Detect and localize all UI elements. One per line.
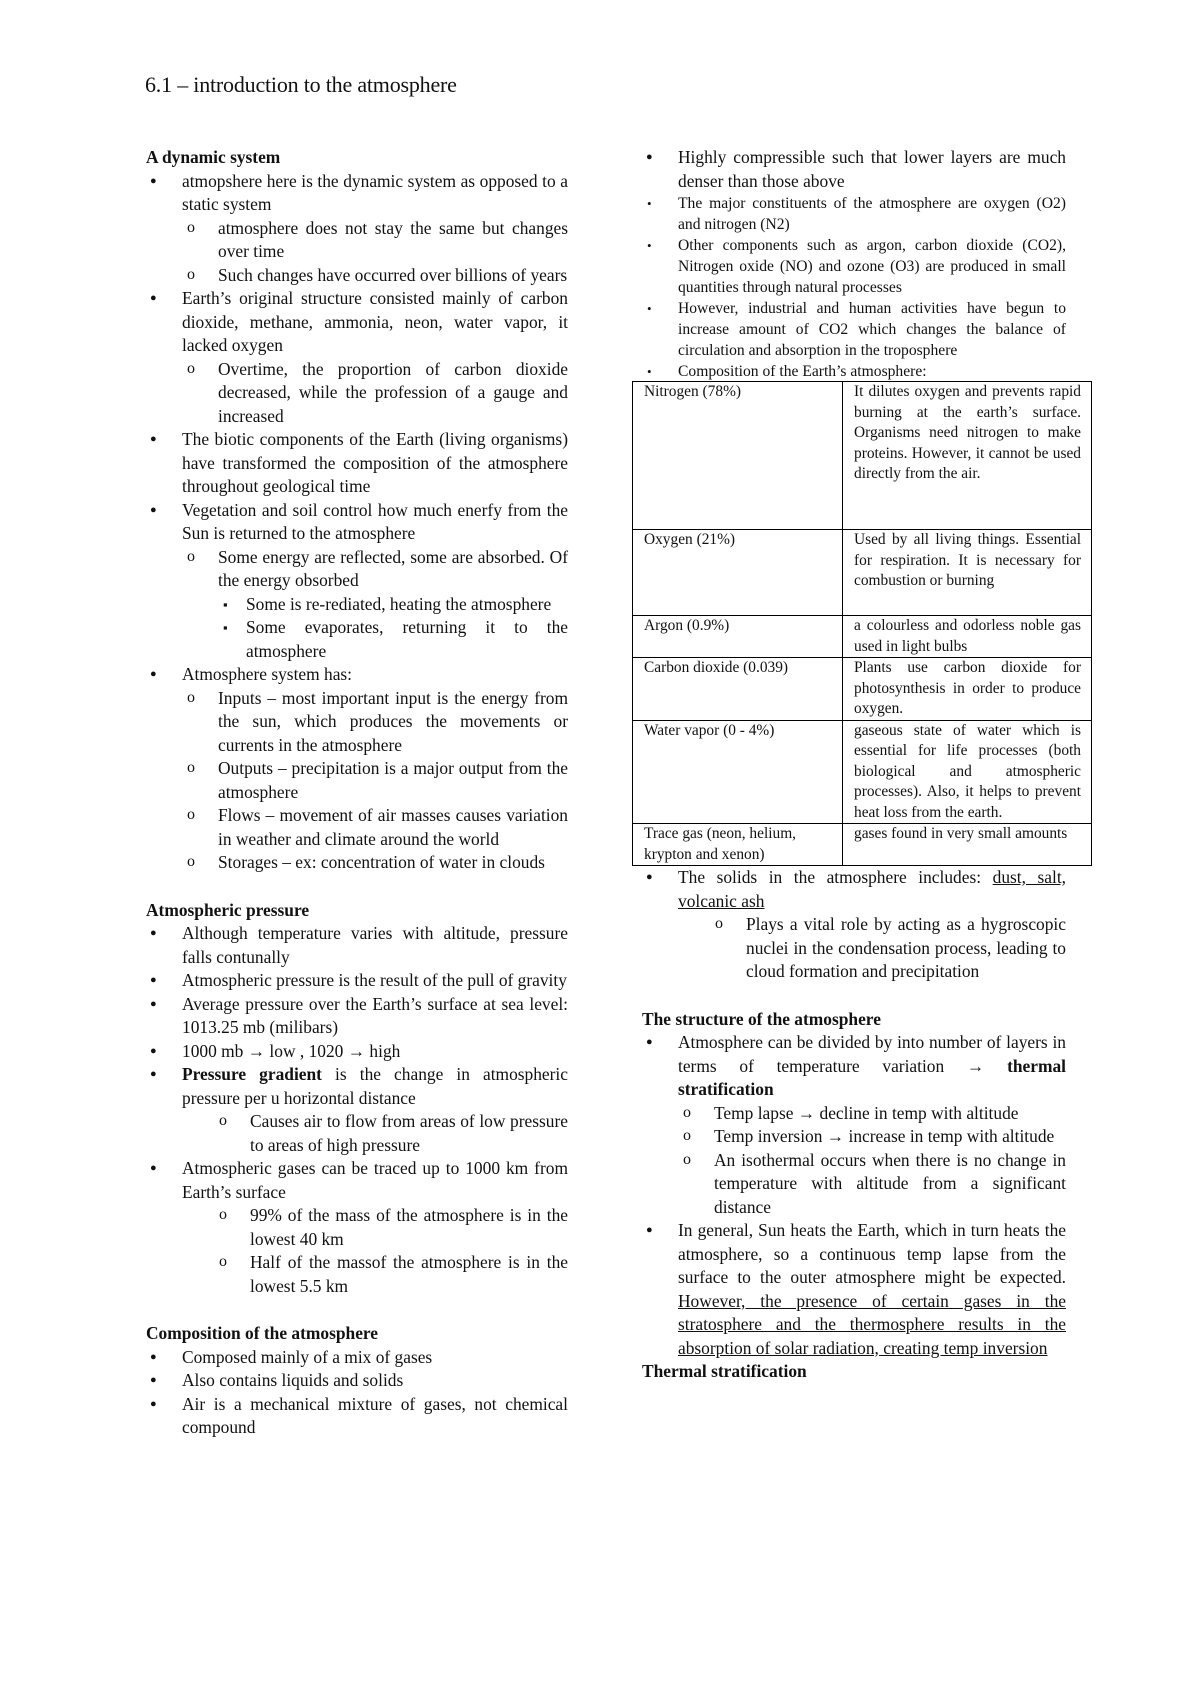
- list-item: • However, industrial and human activities have begun to increase amount of CO2 which changes the balance of circulation and absorption in the troposphere: [642, 298, 1066, 361]
- list-item: o atmosphere does not stay the same but changes over time: [146, 217, 568, 264]
- list-item: o Inputs – most important input is the energy from the sun, which produces the movements or currents in the atmosphere: [146, 687, 568, 758]
- section-heading-dynamic: A dynamic system: [146, 147, 281, 167]
- section-heading-pressure: Atmospheric pressure: [146, 899, 310, 920]
- table-cell-description: gases found in very small amounts: [843, 824, 1092, 866]
- list-item: ● 1000 mb → low , 1020 → high: [146, 1040, 568, 1064]
- table-cell-gas: Oxygen (21%): [633, 530, 843, 616]
- compressible-list: [642, 146, 1066, 193]
- list-item: o Plays a vital role by acting as a hygroscopic nuclei in the condensation process, leading to cloud formation and precipitation: [642, 913, 1066, 984]
- composition-table: [632, 381, 1092, 866]
- list-item: ● Composed mainly of a mix of gases: [146, 1346, 568, 1370]
- list-item: ● Atmospheric gases can be traced up to 1000 km from Earth’s surface o 99% of the mass of the atmosphere is in the lowest 40 km o Half of the massof the atmosphere is in the lowest 5.5 km: [146, 1157, 568, 1298]
- table-cell-description: a colourless and odorless noble gas used in light bulbs: [843, 616, 1092, 658]
- list-item: ▪ Some is re-rediated, heating the atmosphere: [146, 593, 568, 617]
- page-title: 6.1 – introduction to the atmosphere: [145, 72, 457, 97]
- list-item: o Temp inversion → increase in temp with altitude: [642, 1125, 1066, 1149]
- list-item: ● The biotic components of the Earth (living organisms) have transformed the composition of the atmosphere throughout geological time: [146, 428, 568, 499]
- table-cell-description: Plants use carbon dioxide for photosynthesis in order to produce oxygen.: [843, 658, 1092, 721]
- table-row: [633, 530, 1092, 616]
- list-item: o Flows – movement of air masses causes variation in weather and climate around the world: [146, 804, 568, 851]
- list-item: o Half of the massof the atmosphere is in the lowest 5.5 km: [146, 1251, 568, 1298]
- list-item: ● Highly compressible such that lower layers are much denser than those above: [642, 146, 1066, 193]
- list-item: o Some energy are reflected, some are absorbed. Of the energy obsorbed ▪ Some is re-rediated, heating the atmosphere ▪ Some evaporates, returning it to the atmosphere: [146, 546, 568, 664]
- list-item: ● Also contains liquids and solids: [146, 1369, 568, 1393]
- table-row: [633, 658, 1092, 721]
- table-row: [633, 382, 1092, 530]
- table-cell-gas: Water vapor (0 - 4%): [633, 720, 843, 824]
- list-item: o Storages – ex: concentration of water in clouds: [146, 851, 568, 875]
- section-heading-composition: Composition of the atmosphere: [146, 1323, 379, 1343]
- list-item: o An isothermal occurs when there is no change in temperature with altitude from a significant distance: [642, 1149, 1066, 1220]
- list-item: o 99% of the mass of the atmosphere is in the lowest 40 km: [146, 1204, 568, 1251]
- list-item: ▪ Some evaporates, returning it to the atmosphere: [146, 616, 568, 663]
- list-item: ● Atmosphere system has: o Inputs – most important input is the energy from the sun, which produces the movements or currents in the atmosphere o Outputs – precipitation is a major output from the atmosphere o Flows – movement of air masses causes variation in weather and climate around the world o Storages – ex: concentration of water in clouds: [146, 663, 568, 875]
- list-item: ● The solids in the atmosphere includes: dust, salt, volcanic ash o Plays a vital role by acting as a hygroscopic nuclei in the condensation process, leading to cloud formation and precipitation: [642, 866, 1066, 984]
- solids-list: [642, 866, 1066, 984]
- structure-list: [642, 1031, 1066, 1360]
- table-row: [633, 824, 1092, 866]
- right-column: [642, 146, 1081, 1384]
- list-item: • Composition of the Earth’s atmosphere:: [642, 361, 1066, 382]
- section-heading-structure: The structure of the atmosphere: [642, 1008, 881, 1029]
- list-item: ● Pressure gradient is the change in atmospheric pressure per u horizontal distance o Causes air to flow from areas of low pressure to areas of high pressure: [146, 1063, 568, 1157]
- table-cell-description: gaseous state of water which is essential for life processes (both biological and atmospheric processes). Also, it helps to prevent heat loss from the earth.: [843, 720, 1092, 824]
- list-item: o Such changes have occurred over billions of years: [146, 264, 568, 288]
- table-row: [633, 616, 1092, 658]
- constituents-list: [642, 193, 1066, 382]
- list-item: o Temp lapse → decline in temp with altitude: [642, 1102, 1066, 1126]
- list-item: ● atmopshere here is the dynamic system as opposed to a static system o atmosphere does not stay the same but changes over time o Such changes have occurred over billions of years: [146, 170, 568, 288]
- list-item: ● Average pressure over the Earth’s surface at sea level: 1013.25 mb (milibars): [146, 993, 568, 1040]
- table-cell-gas: Trace gas (neon, helium, krypton and xenon): [633, 824, 843, 866]
- pressure-list: [146, 922, 568, 1298]
- list-item: o Overtime, the proportion of carbon dioxide decreased, while the profession of a gauge and increased: [146, 358, 568, 429]
- list-item: ● Vegetation and soil control how much enerfy from the Sun is returned to the atmosphere o Some energy are reflected, some are absorbed. Of the energy obsorbed ▪ Some is re-rediated, heating the atmosphere ▪ Some evaporates, returning it to the atmosphere: [146, 499, 568, 664]
- list-item: ● Atmosphere can be divided by into number of layers in terms of temperature variation → thermal stratification o Temp lapse → decline in temp with altitude o Temp inversion → increase in temp with altitude o An isothermal occurs when there is no change in temperature with altitude from a significant distance: [642, 1031, 1066, 1219]
- list-item: ● Atmospheric pressure is the result of the pull of gravity: [146, 969, 568, 993]
- list-item: ● Air is a mechanical mixture of gases, not chemical compound: [146, 1393, 568, 1440]
- list-item: ● In general, Sun heats the Earth, which in turn heats the atmosphere, so a continuous temp lapse from the surface to the outer atmosphere might be expected. However, the presence of certain gases in the stratosphere and the thermosphere results in the absorption of solar radiation, creating temp inversion: [642, 1219, 1066, 1360]
- table-cell-gas: Nitrogen (78%): [633, 382, 843, 530]
- list-item: ● Earth’s original structure consisted mainly of carbon dioxide, methane, ammonia, neon, water vapor, it lacked oxygen o Overtime, the proportion of carbon dioxide decreased, while the profession of a gauge and increased: [146, 287, 568, 428]
- table-row: [633, 720, 1092, 824]
- dynamic-list: [146, 170, 568, 875]
- list-item: • Other components such as argon, carbon dioxide (CO2), Nitrogen oxide (NO) and ozone (O3) are produced in small quantities through natural processes: [642, 235, 1066, 298]
- table-cell-description: Used by all living things. Essential for respiration. It is necessary for combustion or burning: [843, 530, 1092, 616]
- table-cell-description: It dilutes oxygen and prevents rapid burning at the earth’s surface. Organisms need nitrogen to make proteins. However, it cannot be used directly from the air.: [843, 382, 1092, 530]
- list-item: • The major constituents of the atmosphere are oxygen (O2) and nitrogen (N2): [642, 193, 1066, 235]
- left-column: [146, 146, 568, 1440]
- list-item: o Outputs – precipitation is a major output from the atmosphere: [146, 757, 568, 804]
- composition-list: [146, 1346, 568, 1440]
- table-cell-gas: Argon (0.9%): [633, 616, 843, 658]
- list-item: o Causes air to flow from areas of low pressure to areas of high pressure: [146, 1110, 568, 1157]
- list-item: ● Although temperature varies with altitude, pressure falls contunally: [146, 922, 568, 969]
- section-heading-thermal: Thermal stratification: [642, 1361, 807, 1381]
- table-cell-gas: Carbon dioxide (0.039): [633, 658, 843, 721]
